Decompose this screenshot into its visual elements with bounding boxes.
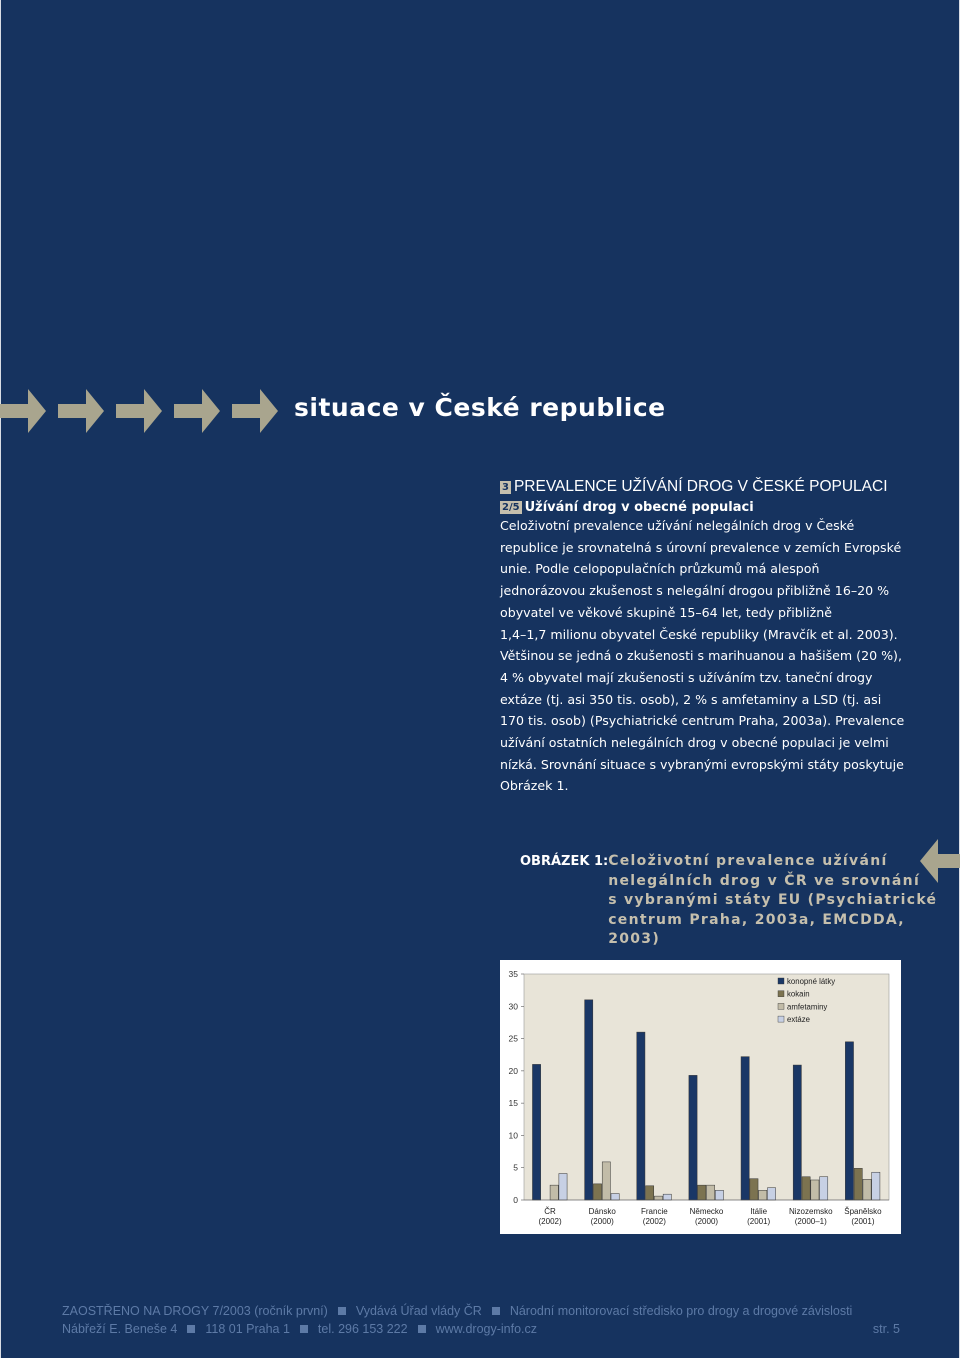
square-bullet-icon <box>492 1307 500 1315</box>
arrow-icon <box>0 389 46 433</box>
figure-caption <box>520 852 938 950</box>
figure-title-line: nelegálních drog v ČR ve srovnání <box>608 872 921 889</box>
bar-amfetaminy <box>811 1180 819 1200</box>
y-tick-label: 10 <box>508 1130 518 1141</box>
bar-amfetaminy <box>550 1185 558 1200</box>
bar-amfetaminy <box>707 1185 715 1200</box>
x-tick-label: (2000) <box>590 1217 614 1226</box>
legend-label: amfetaminy <box>787 1002 828 1012</box>
section-heading-row <box>500 478 910 496</box>
x-tick-label: (2002) <box>538 1217 562 1226</box>
body-line: jednorázovou zkušenost s nelegální drogou přibližně 16–20 % <box>500 583 890 599</box>
x-tick-label: Francie <box>641 1207 668 1216</box>
y-tick-label: 35 <box>508 969 518 979</box>
legend-swatch <box>778 991 784 997</box>
y-tick-label: 15 <box>508 1098 518 1109</box>
x-tick-label: Itálie <box>750 1207 768 1216</box>
bar-konopné-látky <box>637 1032 645 1200</box>
square-bullet-icon <box>187 1325 195 1333</box>
body-line: 1,4–1,7 milionu obyvatel České republiky (Mravčík et al. 2003). <box>500 626 898 642</box>
bar-kokain <box>854 1168 862 1200</box>
legend-label: kokain <box>787 989 810 999</box>
footer-phone: tel. 296 153 222 <box>317 1322 408 1336</box>
plot-area <box>524 974 889 1200</box>
body-line: Obrázek 1. <box>500 778 569 794</box>
y-tick-label: 5 <box>513 1162 518 1173</box>
page-number: str. 5 <box>872 1322 900 1336</box>
page-title: situace v České republice <box>294 393 666 422</box>
bar-extáze <box>559 1174 567 1200</box>
y-tick-label: 20 <box>508 1065 518 1076</box>
footer-publication: ZAOSTŘENO NA DROGY 7/2003 (ročník první) <box>62 1304 328 1318</box>
figure-title-line: 2003) <box>608 931 661 947</box>
legend-swatch <box>778 1016 784 1022</box>
y-tick-label: 25 <box>508 1033 518 1044</box>
x-tick-label: (2000–1) <box>794 1217 827 1226</box>
bar-amfetaminy <box>863 1179 871 1200</box>
body-line: obyvatel ve věkové skupině 15–64 let, tedy přibližně <box>500 604 833 620</box>
section-heading: PREVALENCE UŽÍVÁNÍ DROG V ČESKÉ POPULACI <box>513 478 888 495</box>
subsection-heading-row <box>500 500 910 515</box>
square-bullet-icon <box>300 1325 308 1333</box>
arrow-icon <box>58 389 104 433</box>
arrow-icon <box>116 389 162 433</box>
bar-extáze <box>611 1194 619 1200</box>
bar-kokain <box>646 1186 654 1200</box>
legend-swatch <box>778 1003 784 1009</box>
body-line: unie. Podle celopopulačních průzkumů má alespoň <box>500 561 820 577</box>
page-edge-left <box>0 0 1 1358</box>
bar-chart <box>500 960 901 1234</box>
bar-amfetaminy <box>759 1190 767 1200</box>
bar-konopné-látky <box>793 1065 801 1200</box>
bar-extáze <box>663 1194 671 1200</box>
body-text <box>500 515 910 797</box>
legend-swatch <box>778 978 784 984</box>
footer-line-1 <box>62 1302 900 1320</box>
bar-konopné-látky <box>689 1075 697 1200</box>
arrow-icon <box>174 389 220 433</box>
bar-konopné-látky <box>585 1000 593 1200</box>
bar-extáze <box>820 1177 828 1200</box>
x-tick-label: (2001) <box>747 1217 771 1226</box>
section-number: 3 <box>502 481 509 493</box>
legend-label: extáze <box>787 1015 810 1025</box>
y-tick-label: 30 <box>508 1001 518 1012</box>
bar-konopné-látky <box>845 1042 853 1200</box>
legend-label: konopné látky <box>787 977 836 986</box>
body-line: užívání ostatních nelegálních drog v obecné populaci je velmi <box>500 735 889 751</box>
footer-website-link[interactable]: www.drogy-info.cz <box>435 1322 538 1336</box>
x-tick-label: ČR <box>544 1207 556 1216</box>
body-line: Většinou se jedná o zkušenosti s marihuanou a hašišem (20 %), <box>500 648 902 664</box>
arrow-icon <box>232 389 278 433</box>
footer-line-2 <box>62 1320 900 1338</box>
x-tick-label: Nizozemsko <box>788 1207 833 1216</box>
bar-extáze <box>715 1190 723 1200</box>
body-line: extáze (tj. asi 350 tis. osob), 2 % s amfetaminy a LSD (tj. asi <box>500 691 882 707</box>
body-line: republice je srovnatelná s úrovní prevalence v zemích Evropské <box>500 539 902 555</box>
bar-extáze <box>767 1188 775 1200</box>
bar-amfetaminy <box>654 1196 662 1200</box>
footer-publisher: Vydává Úřad vlády ČR <box>355 1304 482 1318</box>
figure-title-line: s vybranými státy EU (Psychiatrické <box>608 892 938 908</box>
footer-address: Nábřeží E. Beneše 4 <box>62 1322 178 1336</box>
x-tick-label: Německo <box>689 1207 724 1216</box>
figure-title <box>608 852 937 950</box>
body-line: nízká. Srovnání situace s vybranými evropskými státy poskytuje <box>500 756 904 772</box>
bar-kokain <box>750 1179 758 1200</box>
decorative-arrows <box>0 388 290 438</box>
footer-city: 118 01 Praha 1 <box>205 1322 290 1336</box>
bar-amfetaminy <box>602 1162 610 1200</box>
x-tick-label: (2001) <box>851 1217 875 1226</box>
y-tick-label: 0 <box>513 1195 518 1205</box>
square-bullet-icon <box>338 1307 346 1315</box>
bar-extáze <box>872 1172 880 1200</box>
x-tick-label: Dánsko <box>588 1207 616 1216</box>
footer <box>62 1302 900 1338</box>
x-tick-label: (2002) <box>642 1217 666 1226</box>
body-line: 4 % obyvatel mají zkušenosti s užíváním tzv. taneční drogy <box>500 669 873 685</box>
bar-kokain <box>802 1177 810 1200</box>
figure-title-line: centrum Praha, 2003a, EMCDDA, <box>608 911 905 928</box>
section <box>500 478 910 797</box>
x-tick-label: (2000) <box>694 1217 719 1226</box>
bar-konopné-látky <box>532 1064 540 1200</box>
bar-kokain <box>593 1184 601 1200</box>
subsection-number: 2/5 <box>502 502 520 513</box>
subsection-heading: Užívání drog v obecné populaci <box>524 500 754 515</box>
square-bullet-icon <box>418 1325 426 1333</box>
x-tick-label: Španělsko <box>844 1207 882 1216</box>
body-line: Celoživotní prevalence užívání nelegálních drog v České <box>500 518 855 533</box>
bar-kokain <box>698 1185 706 1200</box>
body-line: 170 tis. osob) (Psychiatrické centrum Praha, 2003a). Prevalence <box>500 713 905 729</box>
chart <box>500 960 901 1234</box>
footer-organization: Národní monitorovací středisko pro drogy a drogové závislosti <box>509 1304 853 1318</box>
figure-title-line: Celoživotní prevalence užívání <box>608 853 888 869</box>
figure-label: OBRÁZEK 1: <box>520 854 609 869</box>
bar-konopné-látky <box>741 1057 749 1200</box>
